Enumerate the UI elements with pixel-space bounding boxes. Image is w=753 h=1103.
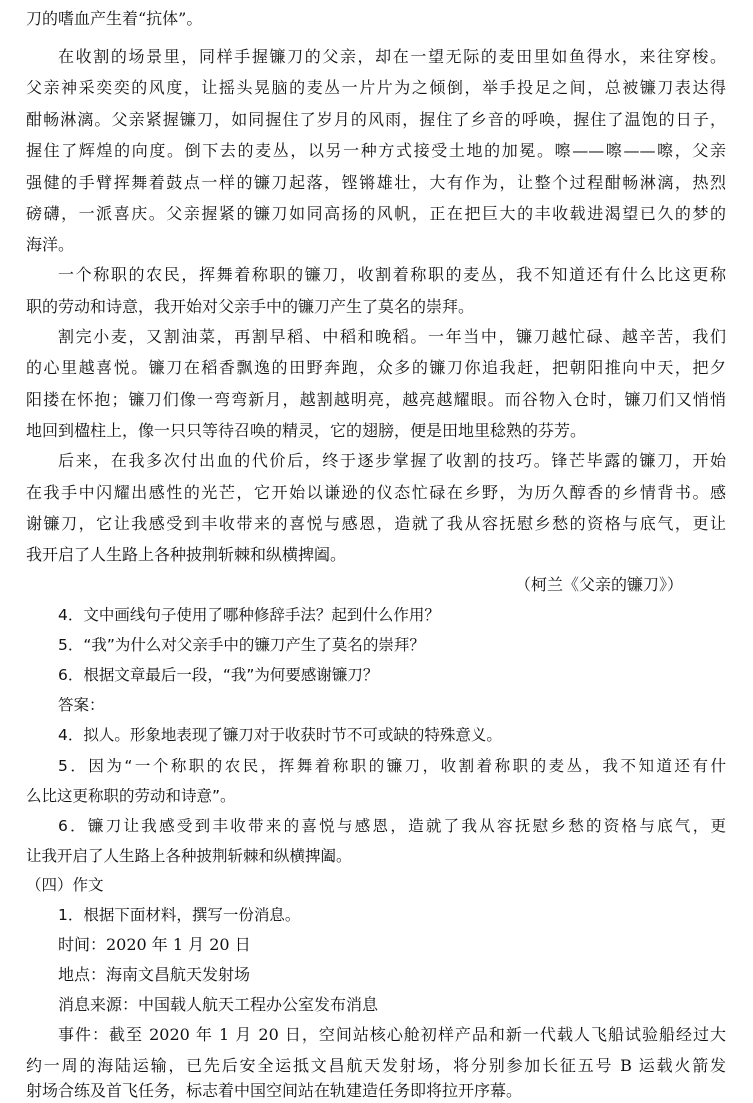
composition-event-line: 约一周的海陆运输，已先后安全运抵文昌航天发射场，将分别参加长征五号 B 运载火箭发 [26, 1056, 726, 1075]
section-heading: （四）作文 [26, 876, 104, 894]
answers-label: 答案： [58, 696, 105, 714]
essay-line: 在我手中闪耀出感性的光芒，它开始以谦逊的仪态忙碌在乡野，为历久醇香的乡情背书。感 [26, 483, 726, 502]
question-item: 4．文中画线句子使用了哪种修辞手法？起到什么作用？ [58, 606, 440, 624]
essay-line: 的心里越喜悦。镰刀在稻香飘逸的田野奔跑，众多的镰刀你追我赶，把朝阳推向中天，把夕 [26, 358, 726, 377]
composition-time: 时间：2020 年 1 月 20 日 [58, 935, 251, 954]
answer-line: 么比这更称职的劳动和诗意”。 [26, 787, 236, 805]
question-item: 6．根据文章最后一段，“我”为何要感谢镰刀？ [58, 666, 379, 684]
essay-line: 酣畅淋漓。父亲紧握镰刀，如同握住了岁月的风雨，握住了乡音的呼唤，握住了温饱的日子， [26, 110, 726, 129]
answer-line: 6．镰刀让我感受到丰收带来的喜悦与感恩，造就了我从容抚慰乡愁的资格与底气，更 [58, 817, 726, 835]
essay-line: 割完小麦，又割油菜，再割早稻、中稻和晚稻。一年当中，镰刀越忙碌、越辛苦，我们 [58, 327, 726, 346]
essay-line: 职的劳动和诗意，我开始对父亲手中的镰刀产生了莫名的崇拜。 [26, 297, 475, 316]
answer-line: 4．拟人。形象地表现了镰刀对于收获时节不可或缺的特殊意义。 [58, 726, 502, 744]
essay-line: 刀的嗜血产生着“抗体”。 [26, 9, 203, 28]
essay-line: 后来，在我多次付出血的代价后，终于逐步掌握了收割的技巧。锋芒毕露的镰刀，开始 [58, 451, 726, 470]
essay-line: 父亲神采奕奕的风度，让摇头晃脑的麦丛一片片为之倾倒，举手投足之间，总被镰刀表达得 [26, 78, 726, 97]
answer-line: 5．因为“一个称职的农民，挥舞着称职的镰刀，收割着称职的麦丛，我不知道还有什 [58, 757, 726, 775]
composition-task: 1．根据下面材料，撰写一份消息。 [58, 906, 301, 924]
composition-source: 消息来源：中国载人航天工程办公室发布消息 [58, 995, 379, 1014]
essay-line: 在收割的场景里，同样手握镰刀的父亲，却在一望无际的麦田里如鱼得水，来往穿梭。 [58, 47, 726, 66]
question-item: 5．“我”为什么对父亲手中的镰刀产生了莫名的崇拜？ [58, 636, 425, 654]
composition-event-line: 事件：截至 2020 年 1 月 20 日，空间站核心舱初样产品和新一代载人飞船试验船经过大 [58, 1025, 726, 1044]
essay-line: 地回到楹柱上，像一只只等待召唤的精灵，它的翅膀，便是田地里稔熟的芬芳。 [26, 421, 587, 440]
composition-event-line: 射场合练及首飞任务，标志着中国空间站在轨建造任务即将拉开序幕。 [26, 1081, 523, 1100]
essay-line: 握住了辉煌的向度。倒下去的麦丛，以另一种方式接受土地的加冕。嚓——嚓——嚓，父亲 [26, 141, 726, 160]
essay-line: 我开启了人生路上各种披荆斩棘和纵横捭阖。 [26, 545, 347, 564]
essay-line: 阳搂在怀抱；镰刀们像一弯弯新月，越割越明亮，越亮越耀眼。而谷物入仓时，镰刀们又悄悄 [26, 390, 726, 409]
essay-line: 海洋。 [26, 235, 75, 254]
answer-line: 让我开启了人生路上各种披荆斩棘和纵横捭阖。 [26, 847, 352, 865]
composition-place: 地点：海南文昌航天发射场 [58, 965, 251, 984]
essay-source: （柯兰《父亲的镰刀》） [514, 575, 683, 594]
essay-line: 强健的手臂挥舞着鼓点一样的镰刀起落，铿锵雄壮，大有作为，让整个过程酣畅淋漓，热烈 [26, 173, 726, 192]
essay-line: 磅礴，一派喜庆。父亲握紧的镰刀如同高扬的风帆，正在把巨大的丰收载进渴望已久的梦的 [26, 204, 726, 223]
essay-line: 一个称职的农民，挥舞着称职的镰刀，收割着称职的麦丛，我不知道还有什么比这更称 [58, 265, 726, 284]
essay-line: 谢镰刀，它让我感受到丰收带来的喜悦与感恩，造就了我从容抚慰乡愁的资格与底气，更让 [26, 514, 726, 533]
